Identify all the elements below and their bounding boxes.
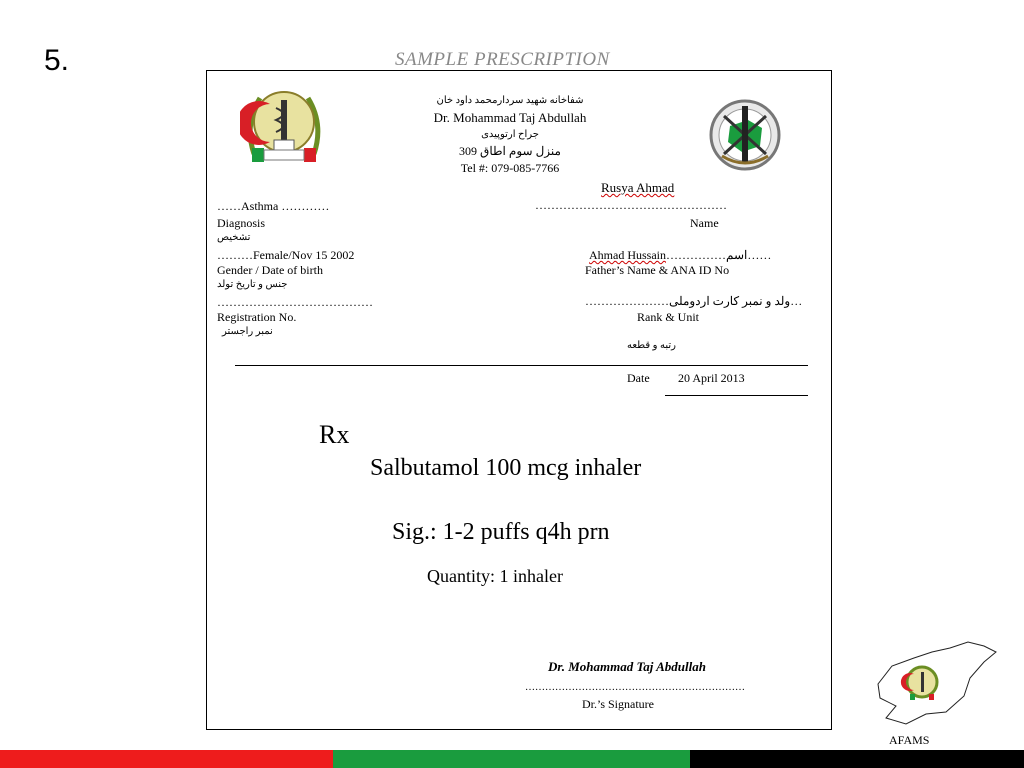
patient-name-value: Rusya Ahmad	[601, 180, 675, 195]
rank-fill: …………………ولد و نمبر کارت اردوملی…	[585, 294, 803, 308]
clinic-header	[410, 92, 610, 177]
afams-label: AFAMS	[889, 733, 930, 747]
telephone: Tel #: 079-085-7766	[460, 161, 560, 175]
date-value: 20 April 2013	[678, 371, 745, 385]
signature-dots: …………………………………………………………	[525, 682, 745, 693]
name-label: Name	[690, 216, 719, 230]
diagnosis-fa: تشخیص	[217, 232, 251, 243]
rank-fa: رتبه و قطعه	[627, 340, 676, 351]
slide-title: SAMPLE PRESCRIPTION	[395, 49, 610, 70]
diagnosis-label: Diagnosis	[217, 216, 265, 230]
separator-line	[235, 365, 808, 366]
specialty-fa: جراح ارتوپیدی	[481, 129, 539, 140]
location-fa: منزل سوم اطاق 309	[459, 144, 561, 158]
registration-label: Registration No.	[217, 310, 297, 324]
gender-dob-value: ………Female/Nov 15 2002	[217, 248, 355, 262]
signature-doctor: Dr. Mohammad Taj Abdullah	[548, 659, 706, 674]
quantity: Quantity: 1 inhaler	[427, 566, 563, 586]
father-fill: ……………اسم……	[666, 248, 772, 262]
gender-dob-label: Gender / Date of birth	[217, 263, 323, 277]
rank-label: Rank & Unit	[637, 310, 699, 324]
signature-label: Dr.’s Signature	[582, 697, 654, 711]
date-label: Date	[627, 371, 650, 385]
sig-instructions: Sig.: 1-2 puffs q4h prn	[392, 519, 610, 545]
slide-number: 5.	[44, 44, 70, 77]
medication: Salbutamol 100 mcg inhaler	[370, 455, 642, 481]
registration-fa: نمبر راجستر	[222, 326, 273, 337]
rx-symbol: Rx	[319, 420, 350, 449]
registration-fill: …………………………………	[217, 295, 373, 309]
name-fill: …………………………………………	[535, 198, 727, 212]
medical-emblem-icon	[240, 84, 328, 166]
afghanistan-map-icon	[872, 638, 1000, 730]
doctor-name: Dr. Mohammad Taj Abdullah	[433, 110, 587, 125]
date-underline	[665, 395, 808, 396]
flag-bar-green	[333, 750, 690, 768]
diagnosis-value: ……Asthma …………	[217, 199, 330, 213]
father-label: Father’s Name & ANA ID No	[585, 263, 730, 277]
father-name-value: Ahmad Hussain	[589, 248, 666, 262]
clinic-name-fa: شفاخانه شهید سردارمحمد داود خان	[436, 95, 584, 106]
father-row	[589, 248, 771, 262]
flag-bar-black	[690, 750, 1024, 768]
flag-bar-red	[0, 750, 333, 768]
gender-dob-fa: جنس و تاریخ تولد	[217, 279, 288, 290]
army-emblem-icon	[702, 96, 788, 174]
